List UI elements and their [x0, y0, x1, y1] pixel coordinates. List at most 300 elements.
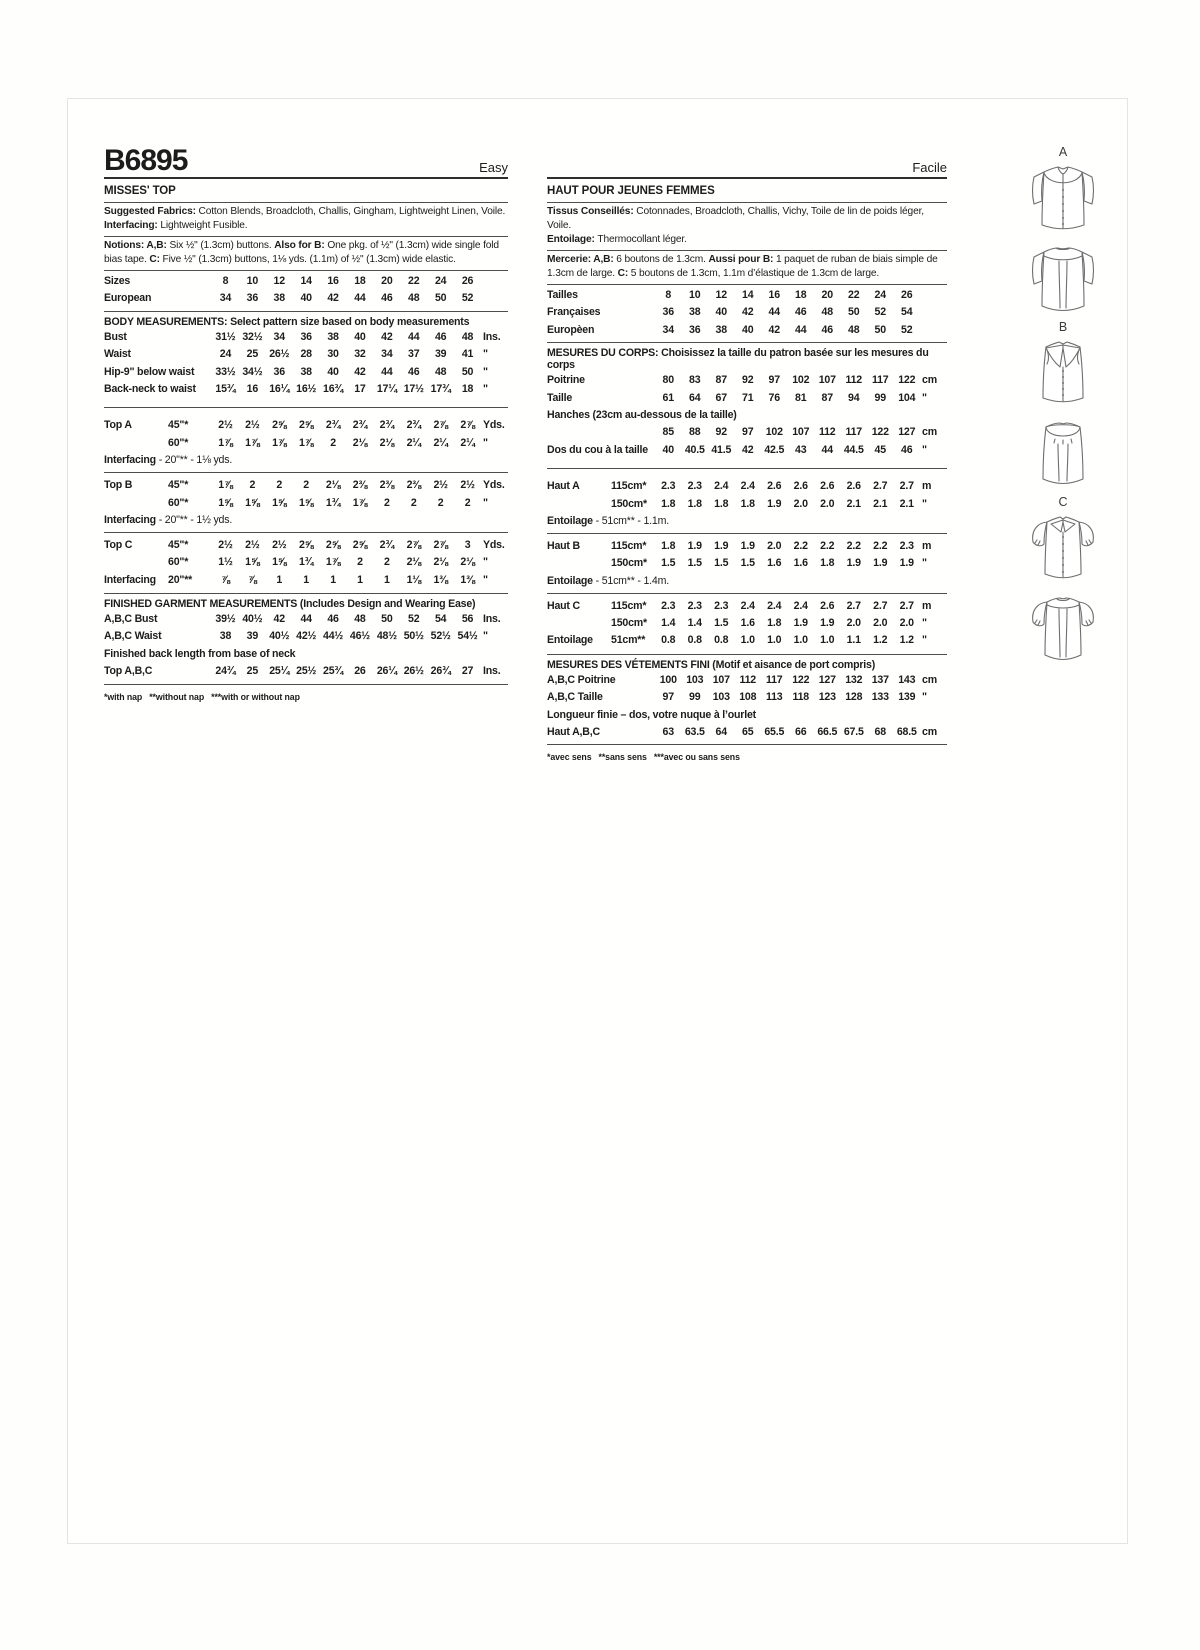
cell: 107	[792, 426, 810, 439]
cell: 42.5	[764, 443, 785, 456]
cell: 14	[742, 289, 754, 301]
cell: cm	[922, 374, 937, 387]
cell: 31½	[215, 330, 236, 343]
cell: 42	[273, 613, 285, 626]
cell: 112	[819, 426, 836, 439]
cell: Top A	[104, 419, 132, 432]
cell: 1⅜	[460, 573, 475, 586]
cell: 8	[222, 275, 229, 287]
cell: Poitrine	[547, 374, 585, 387]
cell: 2⅞	[433, 538, 448, 551]
cell: Entoilage	[547, 634, 593, 647]
french-title-section	[547, 179, 947, 203]
cell: m	[922, 480, 932, 493]
text-segment: - 51cm** - 1.1m.	[592, 514, 669, 527]
cell: 2.3	[687, 480, 702, 493]
english-body-measurements	[104, 312, 508, 409]
cell: 40	[715, 306, 727, 319]
cell: 42	[354, 365, 366, 378]
cell: 1⅞	[218, 479, 233, 492]
text-segment: - 20"** - 1⅛ yds.	[155, 454, 233, 467]
cell: Yds.	[482, 538, 505, 551]
cell: Dos du cou à la taille	[547, 443, 648, 456]
cell: 1.9	[873, 557, 888, 570]
text-segment: One pkg. of ½" (1.3cm) wide single fold bias tape.	[104, 240, 499, 265]
cell: Françaises	[547, 306, 601, 319]
cell: 2.0	[899, 617, 914, 630]
french-sizes-table	[547, 285, 947, 343]
table-row	[104, 273, 508, 290]
cell: 45	[874, 443, 886, 456]
cell: 2.4	[714, 480, 729, 493]
cell: 1.9	[899, 557, 914, 570]
cell: 2⅝	[352, 538, 368, 551]
cell: 127	[898, 426, 916, 439]
cell: Yds.	[482, 419, 505, 432]
top-c-rows	[104, 537, 508, 589]
cell: 99	[689, 691, 701, 704]
cell: 42½	[296, 630, 317, 643]
cell: 48	[848, 323, 860, 336]
cell: 2½	[245, 419, 260, 432]
cell: 2⅞	[406, 538, 421, 551]
cell: 50	[874, 323, 886, 336]
cell: 60"*	[168, 496, 189, 509]
suggested-fabrics-line	[104, 205, 508, 219]
view-a-back-illustration	[1023, 240, 1103, 316]
cell: 71	[742, 391, 754, 404]
cell: 2.6	[820, 599, 835, 612]
haut-a-entoilage-note	[547, 513, 947, 529]
cell: 122	[898, 374, 916, 387]
cell: 16	[246, 382, 259, 395]
finished-heading-fr: MESURES DES VÉTEMENTS FINI (Motif et aisance de port compris)	[547, 658, 876, 671]
cell: Hip-9" below waist	[104, 365, 195, 378]
cell: 60"*	[168, 556, 189, 569]
cell: 40½	[242, 613, 263, 626]
cell: 44	[821, 443, 833, 456]
cell: 2.4	[740, 480, 755, 493]
cell: 17¾	[430, 382, 451, 395]
cell: 44	[354, 292, 366, 305]
cell: 52	[901, 323, 913, 336]
cell: 20	[381, 275, 393, 287]
cell: Yds.	[482, 479, 505, 492]
cell: 1.5	[714, 557, 729, 570]
view-b-back-illustration	[1023, 415, 1103, 491]
cell: 117	[872, 374, 889, 387]
cell: 46	[408, 365, 420, 378]
cell: "	[482, 496, 488, 509]
table-row	[547, 424, 947, 441]
cell: 2.1	[873, 497, 888, 510]
top-a-rows	[104, 417, 508, 452]
cell: 45"*	[168, 419, 189, 432]
cell: 128	[845, 691, 863, 704]
cell: 16½	[296, 382, 317, 395]
cell: 50	[848, 306, 860, 319]
cell: 1.0	[820, 634, 835, 647]
cell: 64	[715, 726, 727, 739]
cell: 2.3	[687, 599, 702, 612]
cell: 137	[871, 673, 889, 686]
haut-c-rows	[547, 598, 947, 650]
cell: 1⅞	[218, 436, 233, 449]
cell: 123	[818, 691, 836, 704]
cell: 40	[742, 323, 754, 336]
cell: 143	[898, 673, 916, 686]
cell: 1.0	[740, 634, 755, 647]
cell: 17¼	[376, 382, 397, 395]
cell: Hanches (23cm au-dessous de la taille)	[547, 408, 737, 421]
english-fabrics-section	[104, 203, 508, 237]
english-header	[104, 141, 508, 179]
cell: "	[482, 556, 488, 569]
cell: 1⅛	[406, 573, 421, 586]
cell: 99	[874, 391, 886, 404]
entoilage-line	[547, 233, 947, 247]
cell: 1.8	[820, 557, 835, 570]
table-row	[104, 611, 508, 628]
cell: 2⅞	[433, 419, 448, 432]
text-segment: - 20"** - 1½ yds.	[155, 513, 233, 526]
cell: 39½	[215, 613, 236, 626]
table-row	[547, 496, 947, 513]
cell: 16	[768, 289, 780, 301]
haut-b-rows	[547, 538, 947, 573]
cell: 2½	[460, 479, 475, 492]
cell: 97	[662, 691, 674, 704]
table-row	[547, 598, 947, 615]
cell: 1.9	[820, 617, 835, 630]
cell: 1½	[218, 556, 233, 569]
cell: 1.8	[740, 497, 755, 510]
cell: 34	[219, 292, 232, 305]
bold-segment: Notions: A,B:	[104, 240, 170, 251]
cell: 25	[246, 665, 259, 678]
nap-footnote-fr: *avec sens **sans sens ***avec ou sans sens	[547, 752, 740, 763]
cell: 112	[845, 374, 862, 387]
bold-segment: C:	[149, 254, 163, 265]
cell: 36	[662, 306, 674, 319]
cell: 2.2	[793, 539, 808, 552]
bold-segment: Suggested Fabrics:	[104, 206, 199, 217]
view-b-label: B	[1058, 320, 1068, 334]
cell: 2⅞	[460, 419, 475, 432]
cell: "	[922, 691, 927, 704]
text-segment: 6 boutons de 1.3cm.	[616, 254, 709, 265]
cell: 44½	[323, 630, 344, 643]
cell: 92	[742, 374, 754, 387]
cell: 44	[300, 613, 312, 626]
cell: 1⅝	[272, 556, 287, 569]
body-measurements-heading-fr: MESURES DU CORPS: Choisissez la taille du patron basée sur les mesures du corps	[547, 347, 929, 372]
cell: "	[482, 630, 488, 643]
cell: 2.1	[846, 497, 861, 510]
cell: 42	[768, 323, 780, 336]
cell: 1.9	[714, 539, 729, 552]
french-column	[547, 141, 947, 762]
cell: Taille	[547, 391, 573, 404]
cell: 46	[434, 330, 447, 343]
cell: 1	[383, 573, 390, 586]
cell: 50	[381, 613, 393, 626]
cell: 132	[845, 673, 863, 686]
cell: 1⅞	[272, 436, 287, 449]
cell: 1.5	[714, 617, 729, 630]
cell: 48	[354, 613, 366, 626]
body-measurements-rows-fr	[547, 372, 947, 459]
cell: 2½	[272, 538, 287, 551]
cell: 52½	[430, 630, 451, 643]
bold-segment: Mercerie: A,B:	[547, 254, 617, 265]
cell: 2.3	[714, 599, 729, 612]
table-row	[547, 555, 947, 572]
cell: 103	[686, 673, 704, 686]
cell: 104	[898, 391, 916, 404]
cell: "	[482, 436, 488, 449]
table-row	[104, 537, 508, 554]
cell: 2.2	[846, 539, 861, 552]
cell: 83	[689, 374, 701, 387]
cell: 34½	[242, 365, 263, 378]
table-row	[547, 615, 947, 632]
cell: 1.8	[767, 617, 782, 630]
cell: 25	[246, 348, 259, 361]
cell: Haut A,B,C	[547, 726, 600, 739]
cell: 20"**	[168, 573, 193, 586]
cell: 50	[461, 365, 474, 378]
bold-segment: Entoilage	[547, 574, 593, 587]
cell: 118	[792, 691, 809, 704]
table-row	[547, 538, 947, 555]
cell: Europèen	[547, 323, 595, 336]
pattern-envelope-back	[67, 98, 1128, 1544]
cell: "	[482, 365, 488, 378]
english-finished-section	[104, 594, 508, 685]
bold-segment: C:	[617, 268, 631, 279]
cell: 30	[327, 348, 339, 361]
view-c-label: C	[1058, 495, 1068, 509]
cell: 2	[276, 479, 283, 492]
cell: 2¾	[379, 419, 394, 432]
cell: 65.5	[764, 726, 785, 739]
notions-line	[104, 239, 508, 267]
cell: 2¾	[352, 419, 368, 432]
cell: 88	[689, 426, 701, 439]
cell: 67	[715, 391, 727, 404]
cell: 66.5	[817, 726, 838, 739]
table-row	[104, 628, 508, 645]
cell: 44	[381, 365, 393, 378]
table-row	[547, 407, 947, 424]
cell: 2¼	[460, 436, 475, 449]
cell: 17	[354, 382, 366, 395]
bold-segment: Aussi pour B:	[708, 254, 776, 265]
cell: 34	[273, 330, 285, 343]
view-a-label: A	[1058, 145, 1068, 159]
cell: 45"*	[168, 538, 189, 551]
cell: 1.9	[846, 557, 861, 570]
cell: 2¼	[433, 436, 448, 449]
cell: 52	[874, 306, 886, 319]
cell: 26	[354, 665, 366, 678]
cell: 0.8	[687, 634, 702, 647]
cell: 1.9	[687, 539, 702, 552]
text-segment: - 51cm** - 1.4m.	[592, 574, 669, 587]
cell: Ins.	[482, 613, 501, 626]
english-notions-section	[104, 237, 508, 271]
cell: 108	[739, 691, 757, 704]
cell: 25¼	[269, 665, 290, 678]
cell: 76	[768, 391, 780, 404]
cell: 2.7	[873, 599, 888, 612]
cell: 56	[461, 613, 474, 626]
interfacing-line	[104, 219, 508, 233]
table-row	[547, 689, 947, 706]
table-row	[547, 632, 947, 649]
cell: 1.0	[793, 634, 808, 647]
cell: 87	[715, 374, 727, 387]
cell: A,B,C Bust	[104, 613, 158, 626]
cell: 50	[434, 292, 447, 305]
cell: 85	[662, 426, 674, 439]
cell: 1.9	[740, 539, 755, 552]
cell: 63	[662, 726, 674, 739]
haut-b-yardage	[547, 534, 947, 594]
bold-segment: Entoilage	[547, 514, 593, 527]
cell: 24	[874, 289, 886, 301]
bold-segment: Also for B:	[274, 240, 328, 251]
cell: 36	[246, 292, 259, 305]
tissus-line	[547, 205, 947, 233]
cell: 133	[871, 691, 889, 704]
cell: Tailles	[547, 289, 578, 301]
cell: 127	[818, 673, 836, 686]
cell: 45"*	[168, 479, 189, 492]
cell: 14	[300, 275, 312, 287]
cell: 44.5	[843, 443, 864, 456]
cell: 122	[871, 426, 889, 439]
top-b-rows	[104, 477, 508, 512]
cell: 1.5	[661, 557, 676, 570]
cell: 50½	[403, 630, 424, 643]
cell: 40	[300, 292, 312, 305]
cell: 2.0	[846, 617, 861, 630]
cell: 38	[273, 292, 285, 305]
cell: 18	[461, 382, 474, 395]
cell: 26½	[269, 348, 290, 361]
text-segment: Six ½" (1.3cm) buttons.	[169, 240, 275, 251]
cell: 18	[354, 275, 366, 287]
cell: 54½	[457, 630, 478, 643]
bold-segment: Interfacing	[104, 454, 156, 467]
table-row	[104, 381, 508, 398]
cell: 24	[219, 348, 232, 361]
top-c-yardage	[104, 533, 508, 594]
cell: 22	[848, 289, 860, 301]
cell: 1	[357, 573, 363, 586]
cell: 150cm*	[611, 557, 647, 570]
cell: 1⅝	[245, 556, 260, 569]
cell: m	[922, 539, 932, 552]
cell: "	[922, 497, 927, 510]
table-row	[104, 646, 508, 663]
cell: Haut C	[547, 599, 580, 612]
cell: 1.8	[661, 539, 676, 552]
cell: Top A,B,C	[104, 665, 153, 678]
cell: 2.0	[873, 617, 888, 630]
cell: 54	[434, 613, 447, 626]
haut-b-entoilage-note	[547, 573, 947, 589]
table-row	[547, 442, 947, 459]
cell: 139	[898, 691, 916, 704]
cell: 2⅝	[298, 419, 314, 432]
cell: A,B,C Taille	[547, 691, 603, 704]
cell: cm	[922, 426, 937, 439]
cell: 46½	[349, 630, 370, 643]
text-segment: Five ½" (1.3cm) buttons, 1⅛ yds. (1.1m) of ½" (1.3cm) wide elastic.	[162, 254, 456, 265]
cell: 48	[461, 330, 474, 343]
cell: 1⅜	[433, 573, 448, 586]
cell: 2.0	[767, 539, 782, 552]
cell: 2.4	[793, 599, 808, 612]
cell: 150cm*	[611, 497, 647, 510]
cell: 2	[383, 556, 390, 569]
cell: ⅞	[248, 573, 257, 586]
cell: 2.2	[820, 539, 835, 552]
cell: 2½	[433, 479, 448, 492]
cell: 1.0	[767, 634, 782, 647]
finished-rows-fr	[547, 672, 947, 742]
cell: 2½	[218, 538, 233, 551]
cell: 25½	[296, 665, 317, 678]
cell: 46	[821, 323, 833, 336]
garment-views	[1020, 145, 1106, 670]
cell: 34	[381, 348, 393, 361]
cell: 1.9	[767, 497, 782, 510]
cell: 2.3	[661, 599, 676, 612]
view-a-front-illustration	[1023, 160, 1103, 236]
cell: 46	[901, 443, 913, 456]
cell: 16¾	[323, 382, 344, 395]
cell: 0.8	[714, 634, 729, 647]
cell: 46	[795, 306, 807, 319]
text-segment: 5 boutons de 1.3cm, 1.1m d’élastique de 1.3cm de large.	[630, 268, 880, 279]
cell: 2.3	[899, 539, 914, 552]
cell: 2	[357, 556, 363, 569]
cell: 44	[768, 306, 780, 319]
cell: Sizes	[104, 275, 131, 287]
haut-c-yardage	[547, 594, 947, 655]
cell: 22	[408, 275, 420, 287]
finished-rows-en	[104, 611, 508, 681]
cell: 34	[662, 323, 674, 336]
cell: 103	[712, 691, 730, 704]
table-row	[104, 572, 508, 589]
cell: 1.8	[714, 497, 729, 510]
table-row	[104, 290, 508, 307]
cell: 20	[821, 289, 833, 301]
cell: 8	[665, 289, 672, 301]
cell: cm	[922, 726, 937, 739]
cell: 107	[712, 673, 730, 686]
english-sizes-table	[104, 271, 508, 312]
english-column	[104, 141, 508, 702]
cell: A,B,C Poitrine	[547, 673, 616, 686]
cell: 24	[434, 275, 447, 287]
cell: 27	[461, 665, 474, 678]
